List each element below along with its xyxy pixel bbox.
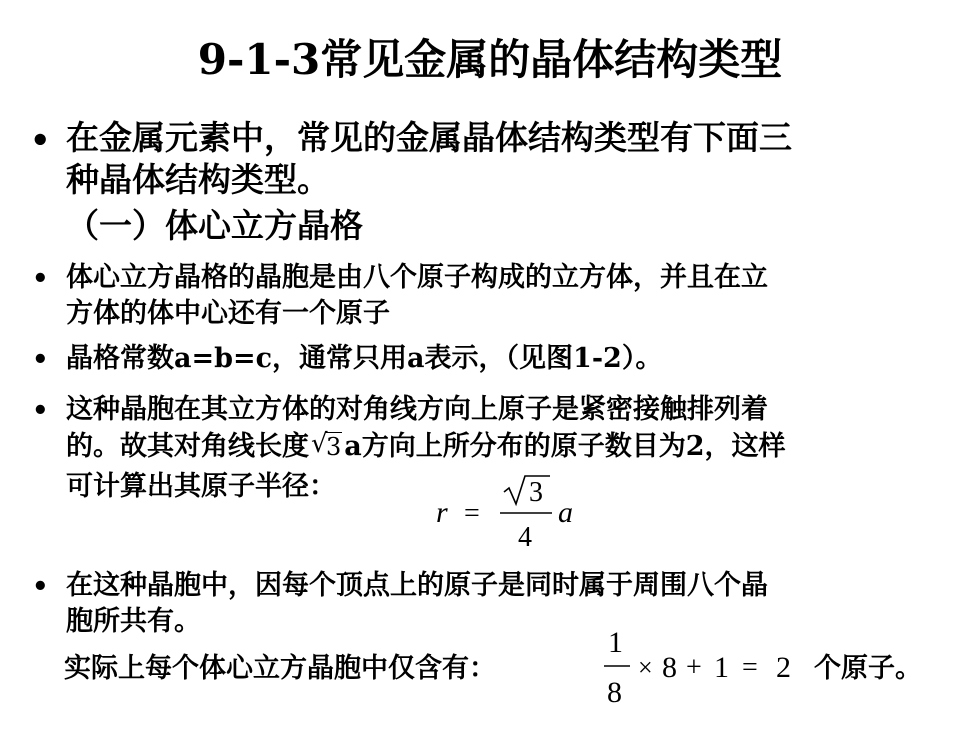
sqrt-radicand: 3 bbox=[326, 433, 342, 461]
bullet-marker: • bbox=[32, 264, 49, 294]
bullet-marker: • bbox=[30, 121, 51, 159]
count-line-suffix: 个原子。 bbox=[814, 653, 922, 684]
count-frac-denominator: 8 bbox=[607, 676, 622, 709]
bullet3-line-3: 可计算出其原子半径： bbox=[66, 471, 336, 502]
count-plus: + bbox=[686, 652, 702, 683]
count-equals: = bbox=[742, 652, 758, 683]
bullet-marker: • bbox=[32, 396, 49, 426]
formula-equals: = bbox=[464, 498, 480, 529]
slide-title: 9-1-3常见金属的晶体结构类型 bbox=[197, 35, 783, 84]
bullet-marker: • bbox=[32, 345, 49, 375]
bullet3-line-2-post: a方向上所分布的原子数目为2，这样 bbox=[344, 431, 786, 462]
formula-denominator: 4 bbox=[518, 522, 532, 552]
count-result: 2 bbox=[776, 651, 791, 684]
count-one: 1 bbox=[714, 651, 729, 684]
count-frac-numerator: 1 bbox=[608, 626, 623, 659]
bullet4-line-2: 胞所共有。 bbox=[66, 606, 201, 637]
formula-a: a bbox=[558, 496, 573, 529]
sqrt-expression bbox=[311, 430, 342, 464]
intro-line-2: 种晶体结构类型。 bbox=[66, 160, 330, 199]
radical-sign: √ bbox=[311, 429, 328, 459]
subheading: （一）体心立方晶格 bbox=[66, 206, 363, 245]
bullet3-line-2 bbox=[66, 430, 786, 464]
bullet-marker: • bbox=[32, 572, 49, 602]
bullet1-line-2: 方体的体中心还有一个原子 bbox=[66, 298, 390, 329]
bullet3-line-2-pre: 的。故其对角线长度 bbox=[66, 431, 309, 462]
bullet1-line-1: 体心立方晶格的晶胞是由八个原子构成的立方体，并且在立 bbox=[66, 262, 768, 293]
bullet2-text: 晶格常数a=b=c，通常只用a表示，（见图1-2）。 bbox=[66, 343, 663, 374]
intro-line-1: 在金属元素中，常见的金属晶体结构类型有下面三 bbox=[66, 118, 792, 157]
formula-numerator-radicand: 3 bbox=[529, 477, 543, 508]
count-formula bbox=[600, 624, 812, 714]
count-times: × bbox=[638, 653, 653, 682]
bullet3-line-1: 这种晶胞在其立方体的对角线方向上原子是紧密接触排列着 bbox=[66, 394, 768, 425]
radius-formula bbox=[428, 470, 588, 552]
count-eight: 8 bbox=[662, 651, 677, 684]
count-line-prefix: 实际上每个体心立方晶胞中仅含有： bbox=[64, 653, 496, 684]
bullet4-line-1: 在这种晶胞中，因每个顶点上的原子是同时属于周围八个晶 bbox=[66, 570, 768, 601]
formula-radical bbox=[504, 476, 550, 504]
formula-r: r bbox=[436, 496, 448, 529]
